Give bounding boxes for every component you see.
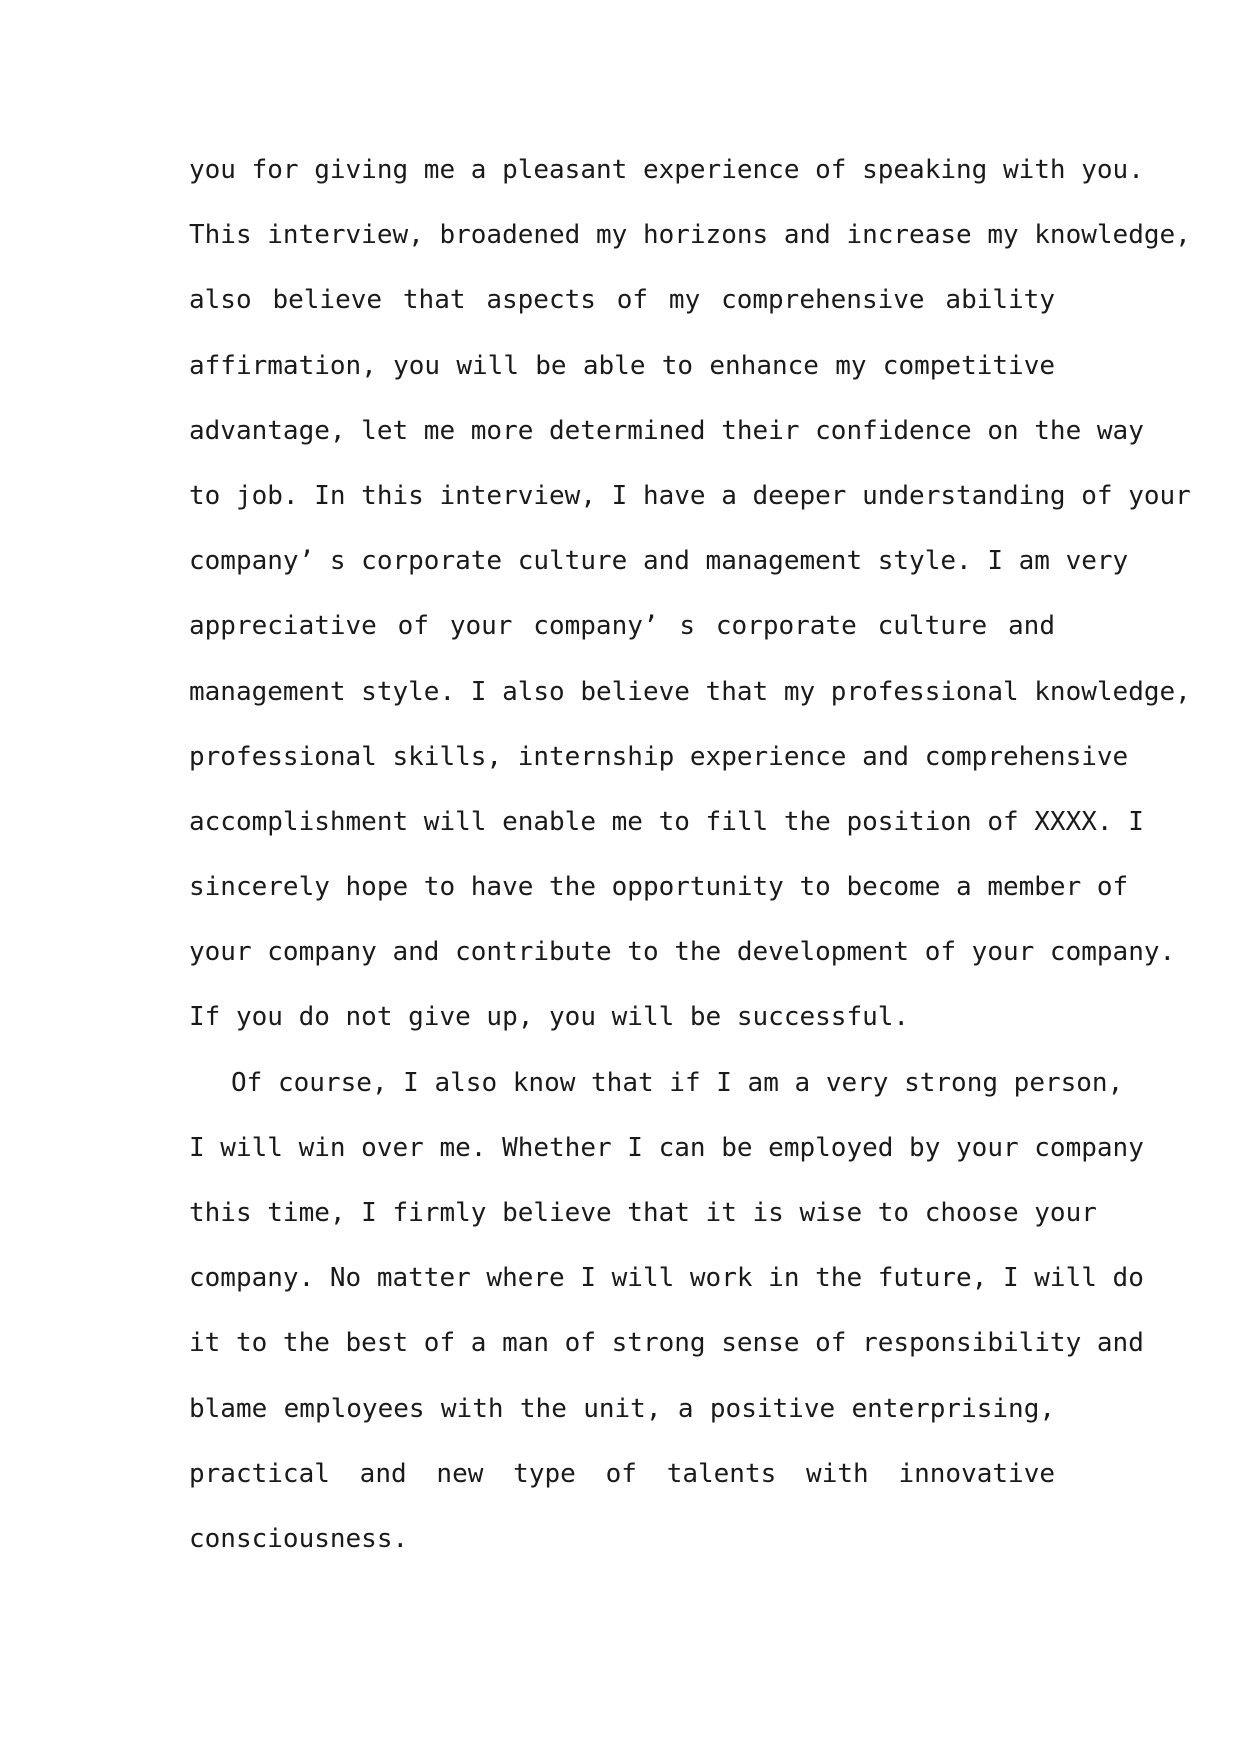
text-line: you for giving me a pleasant experience of speaking with you.	[189, 155, 1144, 185]
text-line: company. No matter where I will work in the future, I will do	[189, 1263, 1144, 1294]
text-line: accomplishment will enable me to fill the position of XXXX. I	[189, 806, 1144, 837]
text-line: professional skills, internship experience and comprehensive	[189, 741, 1129, 772]
body-text	[189, 154, 1191, 1588]
text-line: management style. I also believe that my professional knowledge,	[189, 676, 1191, 707]
text-line: this time, I firmly believe that it is wise to choose your	[189, 1198, 1097, 1228]
paragraph-end-line: consciousness.	[189, 1523, 409, 1554]
text-line: also believe that aspects of my comprehensive ability	[189, 285, 1055, 316]
text-line: company’ s corporate culture and management style. I am very	[189, 546, 1129, 577]
text-line: affirmation, you will be able to enhance my competitive	[189, 350, 1055, 381]
text-line: to job. In this interview, I have a deeper understanding of your	[189, 480, 1191, 511]
text-line: practical and new type of talents with innovative	[189, 1458, 1055, 1489]
paragraph-end-line: If you do not give up, you will be successful.	[189, 1002, 910, 1033]
text-line: appreciative of your company’ s corporate culture and	[189, 611, 1055, 642]
text-line: This interview, broadened my horizons and increase my knowledge,	[189, 220, 1191, 251]
text-line: it to the best of a man of strong sense of responsibility and	[189, 1328, 1144, 1359]
text-line: your company and contribute to the development of your company.	[189, 937, 1176, 968]
text-line: blame employees with the unit, a positive enterprising,	[189, 1393, 1055, 1424]
text-line: sincerely hope to have the opportunity to become a member of	[189, 872, 1129, 903]
text-line: I will win over me. Whether I can be employed by your company	[189, 1132, 1144, 1163]
text-line: advantage, let me more determined their confidence on the way	[189, 415, 1144, 446]
paragraph-start-line: Of course, I also know that if I am a very strong person,	[231, 1067, 1124, 1098]
